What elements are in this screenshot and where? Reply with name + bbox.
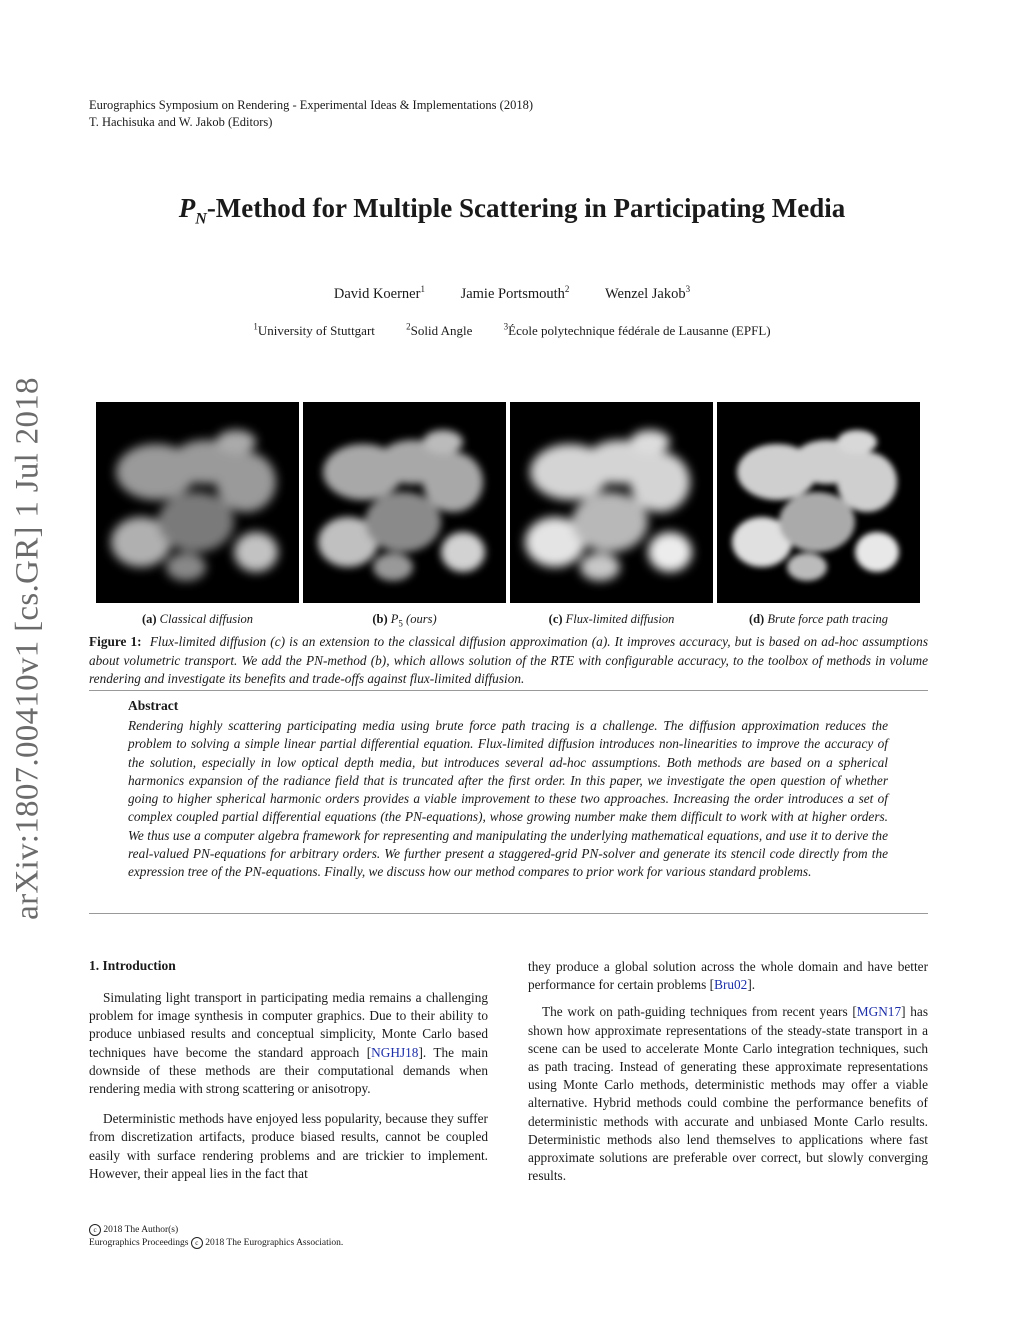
- title-symbol: P: [178, 193, 196, 223]
- left-column: [89, 989, 488, 1192]
- panel-caption-a: (a) Classical diffusion: [141, 612, 254, 626]
- figure-panel-c-image: [510, 402, 713, 603]
- author: David Koerner$^1$: [333, 284, 425, 302]
- panel-caption-c: (c) Flux-limited diffusion: [548, 612, 675, 626]
- affiliation-list: [0, 322, 1024, 339]
- title-subscript: N: [195, 210, 207, 228]
- right-column: [528, 958, 928, 1194]
- arxiv-stamp: arXiv:1807.00410v1 [cs.GR] 1 Jul 2018: [9, 377, 46, 920]
- paragraph: Deterministic methods have enjoyed less popularity, because they suffer from discretization artifacts, produce biased results, cannot be coupled easily with surface rendering problems and are trickier to implement. However, their appeal lies in the fact that: [89, 1111, 488, 1181]
- divider: [89, 913, 928, 914]
- section-heading: 1. Introduction: [89, 958, 176, 973]
- figure-caption: Figure 1: Flux-limited diffusion (c) is an extension to the classical diffusion approximation (a). It improves accuracy, but is based on ad-hoc assumptions about volumetric transport. We add the PN-method (b), which allows solution of the RTE with configurable accuracy, to the toolbox of methods in volume rendering and investigate its benefits and trade-offs against flux-limited diffusion.: [89, 634, 929, 686]
- author-list: [0, 284, 1024, 303]
- figure-panel-d-image: [717, 402, 920, 603]
- citation-link[interactable]: MGN17: [856, 1004, 902, 1020]
- footer-line: c 2018 The Author(s): [89, 1224, 343, 1237]
- affiliation: $^2$Solid Angle: [406, 322, 473, 339]
- copyright-footer: [89, 1224, 343, 1250]
- panel-caption-b: (b) $P_5$ (ours): [372, 612, 437, 629]
- author: Jamie Portsmouth$^2$: [460, 284, 570, 302]
- figure-panel-a-image: [96, 402, 299, 603]
- title-text: -Method for Multiple Scattering in Participating Media: [206, 193, 846, 223]
- venue-info: [89, 97, 533, 131]
- paragraph: Simulating light transport in participating media remains a challenging problem for image synthesis in computer graphics. Due to their ability to produce unbiased results and conceptual simplicity, Monte Carlo based techniques have become the standard approach [NGHJ18]. The main downside of these methods are their computational demands when rendering media with strong scattering or anisotropy.: [89, 990, 489, 1097]
- paper-title: [0, 193, 1024, 228]
- editors-line: T. Hachisuka and W. Jakob (Editors): [89, 115, 273, 129]
- affiliation: $^1$University of Stuttgart: [253, 322, 375, 339]
- paragraph: The work on path-guiding techniques from recent years [MGN17] has shown how approximate representations of the steady-state transport in a scene can be used to accelerate Monte Carlo integration techniques, such as path tracing. Instead of generating these approximate representations using Monte Carlo methods, deterministic methods may offer a viable alternative. Hybrid methods could combine the performance benefits of deterministic methods with accurate and unbiased Monte Carlo results. Deterministic methods also lend themselves to applications where fast approximate solutions are preferable over correct, but slowly converging results.: [528, 1004, 928, 1184]
- abstract-heading: Abstract: [128, 698, 179, 713]
- divider: [89, 690, 928, 691]
- copyright-icon: c: [191, 1237, 203, 1249]
- figure-panel-b-image: [303, 402, 506, 603]
- citation-link[interactable]: NGHJ18: [371, 1044, 419, 1060]
- footer-line: Eurographics Proceedings c 2018 The Eurographics Association.: [89, 1238, 344, 1249]
- author: Wenzel Jakob$^3$: [605, 284, 691, 302]
- paragraph: they produce a global solution across the whole domain and have better performance for certain problems [Bru02].: [528, 959, 928, 993]
- panel-caption-d: (d) Brute force path tracing: [748, 612, 889, 626]
- affiliation: $^3$École polytechnique fédérale de Lausanne (EPFL): [503, 322, 771, 339]
- copyright-icon: c: [89, 1224, 101, 1236]
- citation-link[interactable]: Bru02: [714, 977, 748, 993]
- abstract-text: Rendering highly scattering participating media using brute force path tracing is a challenge. The diffusion approximation reduces the problem to solving a simple linear partial differential equation. Flux-limited diffusion introduces non-linearities to improve the accuracy of the solution, especially in low optical depth media, but introduces several ad-hoc assumptions. Both methods are based on a spherical harmonics expansion of the radiance field that is truncated after the first order. In this paper, we investigate the open question of whether going to higher spherical harmonic orders provides a viable improvement to these two approaches. Increasing the order introduces a set of complex coupled partial differential equations (the PN-equations), whose growing number make them difficult to work with at higher orders. We thus use a computer algebra framework for representing and manipulating the underlying mathematical equations, and use it to derive the real-valued PN-equations for arbitrary orders. We further present a staggered-grid PN-solver and generate its stencil code directly from the expression tree of the PN-equations. Finally, we discuss how our method compares to prior work for various standard problems.: [128, 718, 888, 880]
- venue-line: Eurographics Symposium on Rendering - Experimental Ideas & Implementations (2018): [89, 98, 534, 112]
